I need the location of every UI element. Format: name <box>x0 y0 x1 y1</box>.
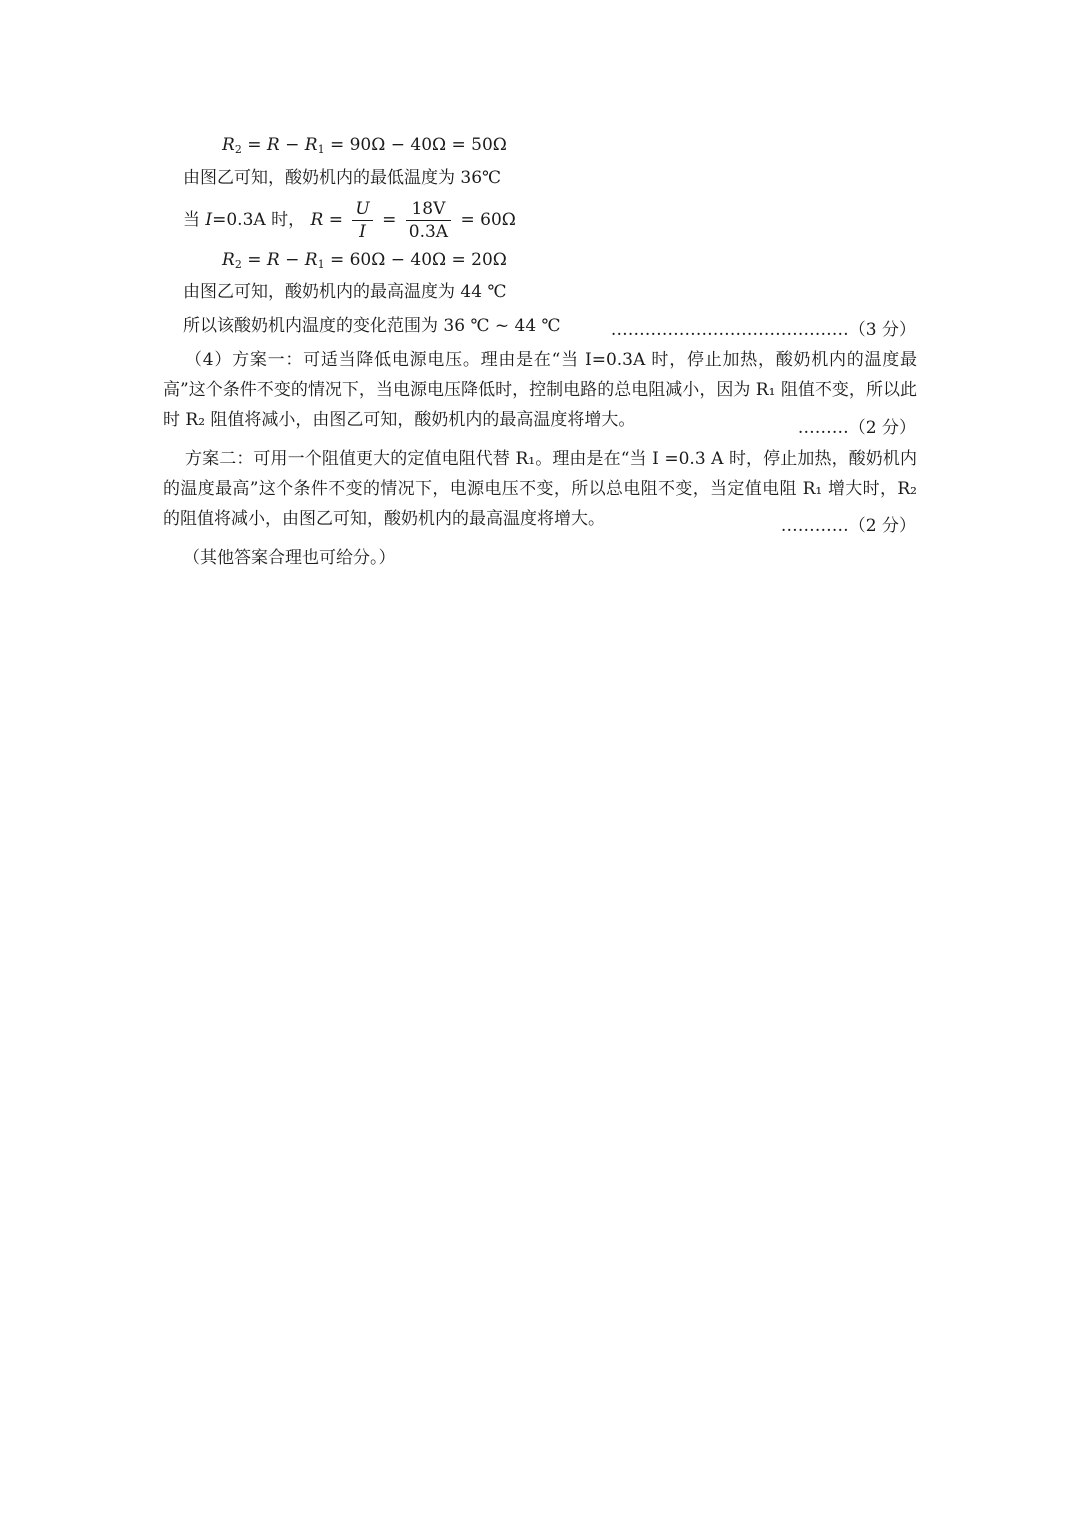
sub-1: 1 <box>317 143 325 156</box>
formula-r: R <box>310 210 324 230</box>
min-temp-line: 由图乙可知，酸奶机内的最低温度为 36℃ <box>183 168 502 188</box>
equation-r2-first <box>222 133 507 162</box>
formula-result: = 60Ω <box>455 210 516 230</box>
equation-r2-second <box>222 248 507 277</box>
var-r2: R <box>222 135 235 155</box>
plan-one-text: （4）方案一：可适当降低电源电压。理由是在“当 I=0.3A 时，停止加热，酸奶机内的温度最高”这个条件不变的情况下，当电源电压降低时，控制电路的总电阻减小，因为 R₁ 阻值不变，所以此时 R₂ 阻值将减小，由图乙可知，酸奶机内的最高温度将增大。 <box>163 350 917 430</box>
eq-rest: = 90Ω − 40Ω = 50Ω <box>324 135 507 155</box>
var-r: R <box>266 135 280 155</box>
fraction-u-over-i <box>352 198 372 243</box>
max-temp-line: 由图乙可知，酸奶机内的最高温度为 44 ℃ <box>183 282 507 302</box>
score-plan-two: …………（2 分） <box>780 516 916 536</box>
minus-sign: − <box>279 250 305 270</box>
minus-sign: − <box>279 135 305 155</box>
formula-eq: = <box>323 210 349 230</box>
var-r2: R <box>222 250 235 270</box>
eq-sign: = <box>241 250 267 270</box>
sub-2: 2 <box>234 143 242 156</box>
note-line: （其他答案合理也可给分。） <box>183 548 396 568</box>
current-formula-line <box>183 196 516 244</box>
score-range: ……………………………………（3 分） <box>610 320 916 340</box>
var-r1: R <box>304 135 318 155</box>
fraction-numerator-18v: 18V <box>406 198 451 221</box>
var-r: R <box>266 250 280 270</box>
fraction-numerator-u: U <box>352 198 372 221</box>
plan-two-text: 方案二：可用一个阻值更大的定值电阻代替 R₁。理由是在“当 I =0.3 A 时，停止加热，酸奶机内的温度最高”这个条件不变的情况下，电源电压不变，所以总电阻不变，当定值电阻 R₁ 增大时，R₂ 的阻值将减小，由图乙可知，酸奶机内的最高温度将增大。 <box>163 449 917 529</box>
eq-sign: = <box>241 135 267 155</box>
formula-eq-2: = <box>376 210 402 230</box>
current-mid: =0.3A 时， <box>212 210 306 230</box>
var-r1: R <box>304 250 318 270</box>
sub-1: 1 <box>317 258 325 271</box>
score-plan-one: ………（2 分） <box>797 418 916 438</box>
temp-range-line: 所以该酸奶机内温度的变化范围为 36 ℃ ~ 44 ℃ <box>183 316 561 336</box>
fraction-18v-over-03a <box>406 198 451 243</box>
sub-2: 2 <box>234 258 242 271</box>
eq-rest: = 60Ω − 40Ω = 20Ω <box>324 250 507 270</box>
fraction-denominator-i: I <box>359 222 366 242</box>
var-i: I <box>205 210 213 230</box>
current-prefix: 当 <box>183 210 206 230</box>
fraction-denominator-03a: 0.3A <box>408 222 449 242</box>
